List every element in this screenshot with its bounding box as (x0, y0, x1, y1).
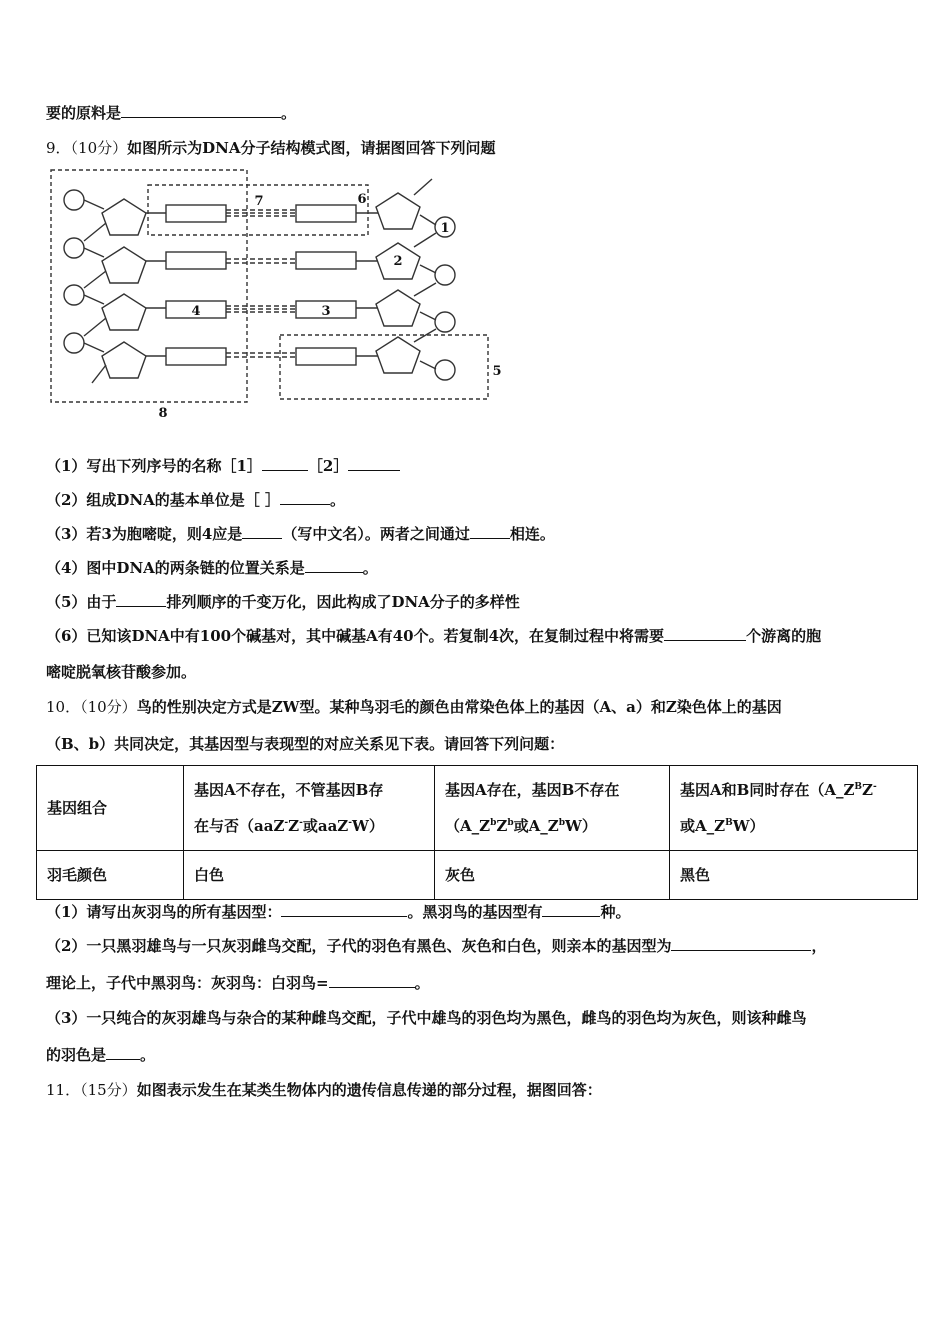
answer-blank[interactable] (470, 526, 510, 539)
label-7: 7 (254, 194, 264, 209)
q10-part2-cont: 理论上，子代中黑羽鸟：灰羽鸟：白羽鸟= 。 (46, 974, 430, 992)
q9-part3: （3）若3为胞嘧啶，则4应是 （写中文名）。两者之间通过 相连。 (46, 525, 555, 543)
label-5: 5 (492, 364, 502, 379)
cell-white-genotype: 基因A不存在，不管基因B存 在与否（aaZ-Z-或aaZ-W） (184, 766, 435, 851)
answer-blank[interactable] (281, 904, 407, 917)
label-1: 1 (440, 221, 450, 236)
q10-part1: （1）请写出灰羽鸟的所有基因型： 。黑羽鸟的基因型有 种。 (46, 903, 631, 921)
table-row (37, 851, 918, 900)
label-4: 4 (191, 304, 201, 319)
q9-part5: （5）由于 排列顺序的千变万化，因此构成了DNA分子的多样性 (46, 593, 520, 611)
q9-part6: （6）已知该DNA中有100个碱基对，其中碱基A有40个。若复制4次，在复制过程中将需要 个游离的胞 (46, 627, 822, 645)
q9-part2: （2）组成DNA的基本单位是［ ］ 。 (46, 491, 346, 509)
q10-stem-1: 10．（10分）鸟的性别决定方式是ZW型。某种鸟羽毛的颜色由常染色体上的基因（A、a）和Z染色体上的基因 (46, 698, 782, 716)
cell-white: 白色 (184, 851, 435, 900)
cell-gray: 灰色 (435, 851, 670, 900)
q9-part6-cont: 嘧啶脱氧核苷酸参加。 (46, 663, 197, 681)
q10-part3-cont: 的羽色是 。 (46, 1046, 156, 1064)
label-6: 6 (357, 192, 367, 207)
q9-part4: （4）图中DNA的两条链的位置关系是 。 (46, 559, 378, 577)
row-header-color: 羽毛颜色 (37, 851, 184, 900)
answer-blank[interactable] (121, 105, 281, 118)
q10-part2: （2）一只黑羽雄鸟与一只灰羽雌鸟交配，子代的羽色有黑色、灰色和白色，则亲本的基因型为 ， (46, 937, 827, 955)
cell-gray-genotype: 基因A存在，基因B不存在 （$A\_Z^bZ^b$或$A\_Z^bW$） (435, 766, 670, 851)
q10-part3: （3）一只纯合的灰羽雄鸟与杂合的某种雌鸟交配，子代中雄鸟的羽色均为黑色，雌鸟的羽色均为灰色，则该种雌鸟 (46, 1009, 807, 1027)
answer-blank[interactable] (671, 938, 811, 951)
answer-blank[interactable] (116, 594, 166, 607)
answer-blank[interactable] (348, 458, 400, 471)
answer-blank[interactable] (242, 526, 282, 539)
genotype-table (36, 765, 918, 900)
row-header-genotype: 基因组合 (37, 766, 184, 851)
answer-blank[interactable] (542, 904, 600, 917)
dna-structure-figure (46, 165, 516, 420)
q10-stem-2: （B、b）共同决定，其基因型与表现型的对应关系见下表。请回答下列问题： (46, 735, 565, 753)
label-8: 8 (158, 406, 168, 420)
q9-stem: 9．（10分）如图所示为DNA分子结构模式图，请据图回答下列问题 (46, 139, 496, 157)
answer-blank[interactable] (305, 560, 363, 573)
answer-blank[interactable] (329, 975, 415, 988)
label-3: 3 (321, 304, 331, 319)
q9-part1: （1）写出下列序号的名称［1］ ［2］ (46, 455, 400, 476)
answer-blank[interactable] (262, 458, 308, 471)
label-2: 2 (393, 254, 403, 269)
top-line: 要的原料是 。 (46, 104, 297, 122)
table-row (37, 766, 918, 851)
box-5 (280, 335, 488, 399)
answer-blank[interactable] (664, 628, 746, 641)
q11-stem: 11．（15分）如图表示发生在某类生物体内的遗传信息传递的部分过程，据图回答： (46, 1081, 602, 1099)
answer-blank[interactable] (106, 1047, 140, 1060)
answer-blank[interactable] (280, 492, 330, 505)
cell-black: 黑色 (670, 851, 918, 900)
cell-black-genotype: 基因A和B同时存在（$A\_Z^BZ^-$ 或$A\_Z^BW$） (670, 766, 918, 851)
